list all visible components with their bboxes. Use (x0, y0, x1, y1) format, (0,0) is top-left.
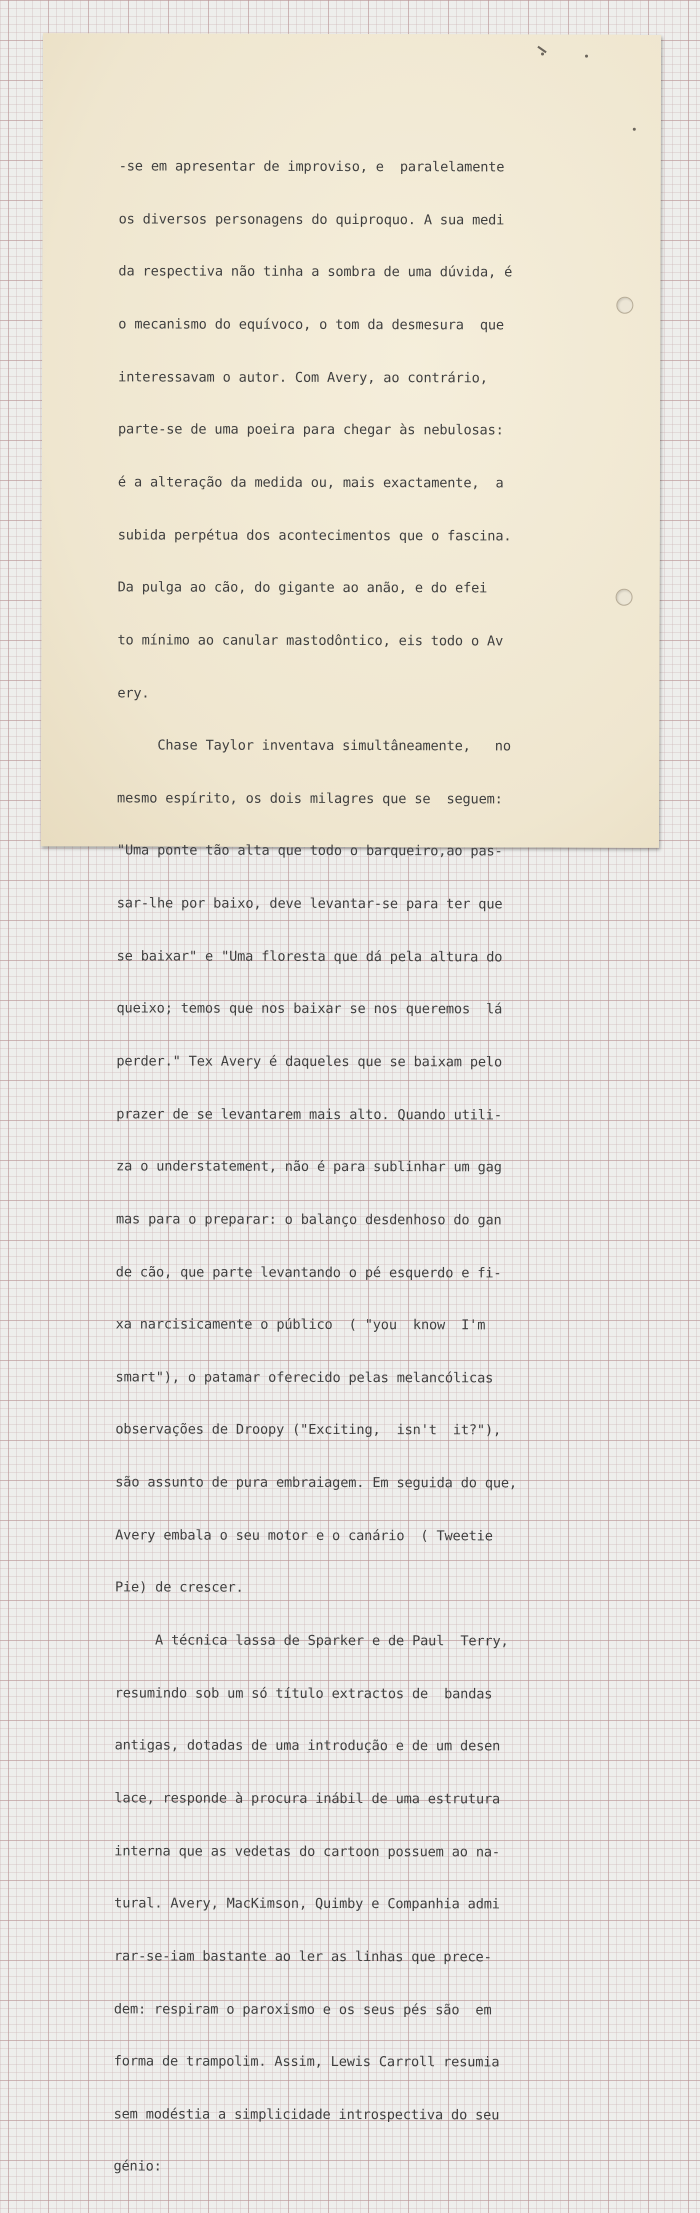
binder-hole (616, 297, 633, 314)
text-line: rar-se-iam bastante ao ler as linhas que prece- (114, 1948, 492, 1966)
text-line: interessavam o autor. Com Avery, ao contrário, (118, 369, 488, 387)
text-line: Da pulga ao cão, do gigante ao anão, e do efei (117, 579, 488, 597)
text-line: "Uma ponte tão alta que todo o barqueiro,ao pas- (116, 842, 503, 860)
text-line: observações de Droopy ("Exciting, isn't it?"), (115, 1421, 502, 1439)
text-line: smart"), o patamar oferecido pelas melancólicas (115, 1369, 494, 1387)
text-line: perder." Tex Avery é daqueles que se baixam pelo (116, 1053, 503, 1071)
text-line: génio: (113, 2158, 162, 2175)
text-line: de cão, que parte levantando o pé esquerdo e fi- (115, 1263, 502, 1281)
text-line: subida perpétua dos acontecimentos que o fascina. (117, 526, 512, 544)
text-line: -se em apresentar de improviso, e paralelamente (118, 158, 505, 176)
text-line: o mecanismo do equívoco, o tom da desmesura que (118, 316, 504, 334)
text-line: antigas, dotadas de uma introdução e de um desen (114, 1737, 501, 1755)
text-line: Pie) de crescer. (114, 1579, 244, 1597)
text-line: sar-lhe por baixo, deve levantar-se para ter que (116, 895, 503, 913)
text-line: mesmo espírito, os dois milagres que se seguem: (117, 790, 503, 808)
text-line: xa narcisicamente o público ( "you know I'm (115, 1316, 486, 1334)
text-line: resumindo sob um só título extractos de bandas (114, 1685, 493, 1703)
text-line: parte-se de uma poeira para chegar às nebulosas: (118, 421, 504, 439)
text-line: são assunto de pura embraiagem. Em seguida do que, (115, 1474, 518, 1492)
text-line: os diversos personagens do quiproquo. A sua medi (118, 211, 505, 229)
ink-speck (585, 55, 588, 58)
text-line: tural. Avery, MacKimson, Quimby e Companhia admi (114, 1895, 500, 1913)
text-line: sem modéstia a simplicidade introspectiva do seu (113, 2106, 500, 2124)
text-line: queixo; temos que nos baixar se nos queremos lá (116, 1000, 503, 1018)
text-line: é a alteração da medida ou, mais exactamente, a (117, 474, 504, 492)
text-line: Chase Taylor inventava simultâneamente, no (117, 737, 511, 755)
text-line: Avery embala o seu motor e o canário ( Tweetie (115, 1527, 493, 1545)
text-line: forma de trampolim. Assim, Lewis Carroll resumia (113, 2053, 500, 2071)
text-line: mas para o preparar: o balanço desdenhoso do gan (115, 1211, 502, 1229)
text-line: interna que as vedetas do cartoon possuem ao na- (114, 1842, 500, 1860)
typewritten-page (41, 33, 661, 2175)
text-line: ery. (117, 684, 150, 701)
text-line: A técnica lassa de Sparker e de Paul Terry, (114, 1632, 509, 1650)
text-line: prazer de se levantarem mais alto. Quando utili- (116, 1106, 502, 1124)
ink-speck (633, 128, 636, 131)
text-line: se baixar" e "Uma floresta que dá pela altura do (116, 948, 503, 966)
body-text (113, 123, 618, 2212)
text-line: dem: respiram o paroxismo e os seus pés são em (113, 2000, 492, 2018)
binder-hole (616, 589, 633, 606)
text-line: za o understatement, não é para sublinhar um gag (116, 1158, 502, 1176)
text-line: da respectiva não tinha a sombra de uma dúvida, é (118, 263, 513, 281)
text-line: to mínimo ao canular mastodôntico, eis todo o Av (117, 632, 504, 650)
text-line: lace, responde à procura inábil de uma estrutura (114, 1790, 501, 1808)
ink-speck (541, 52, 544, 55)
